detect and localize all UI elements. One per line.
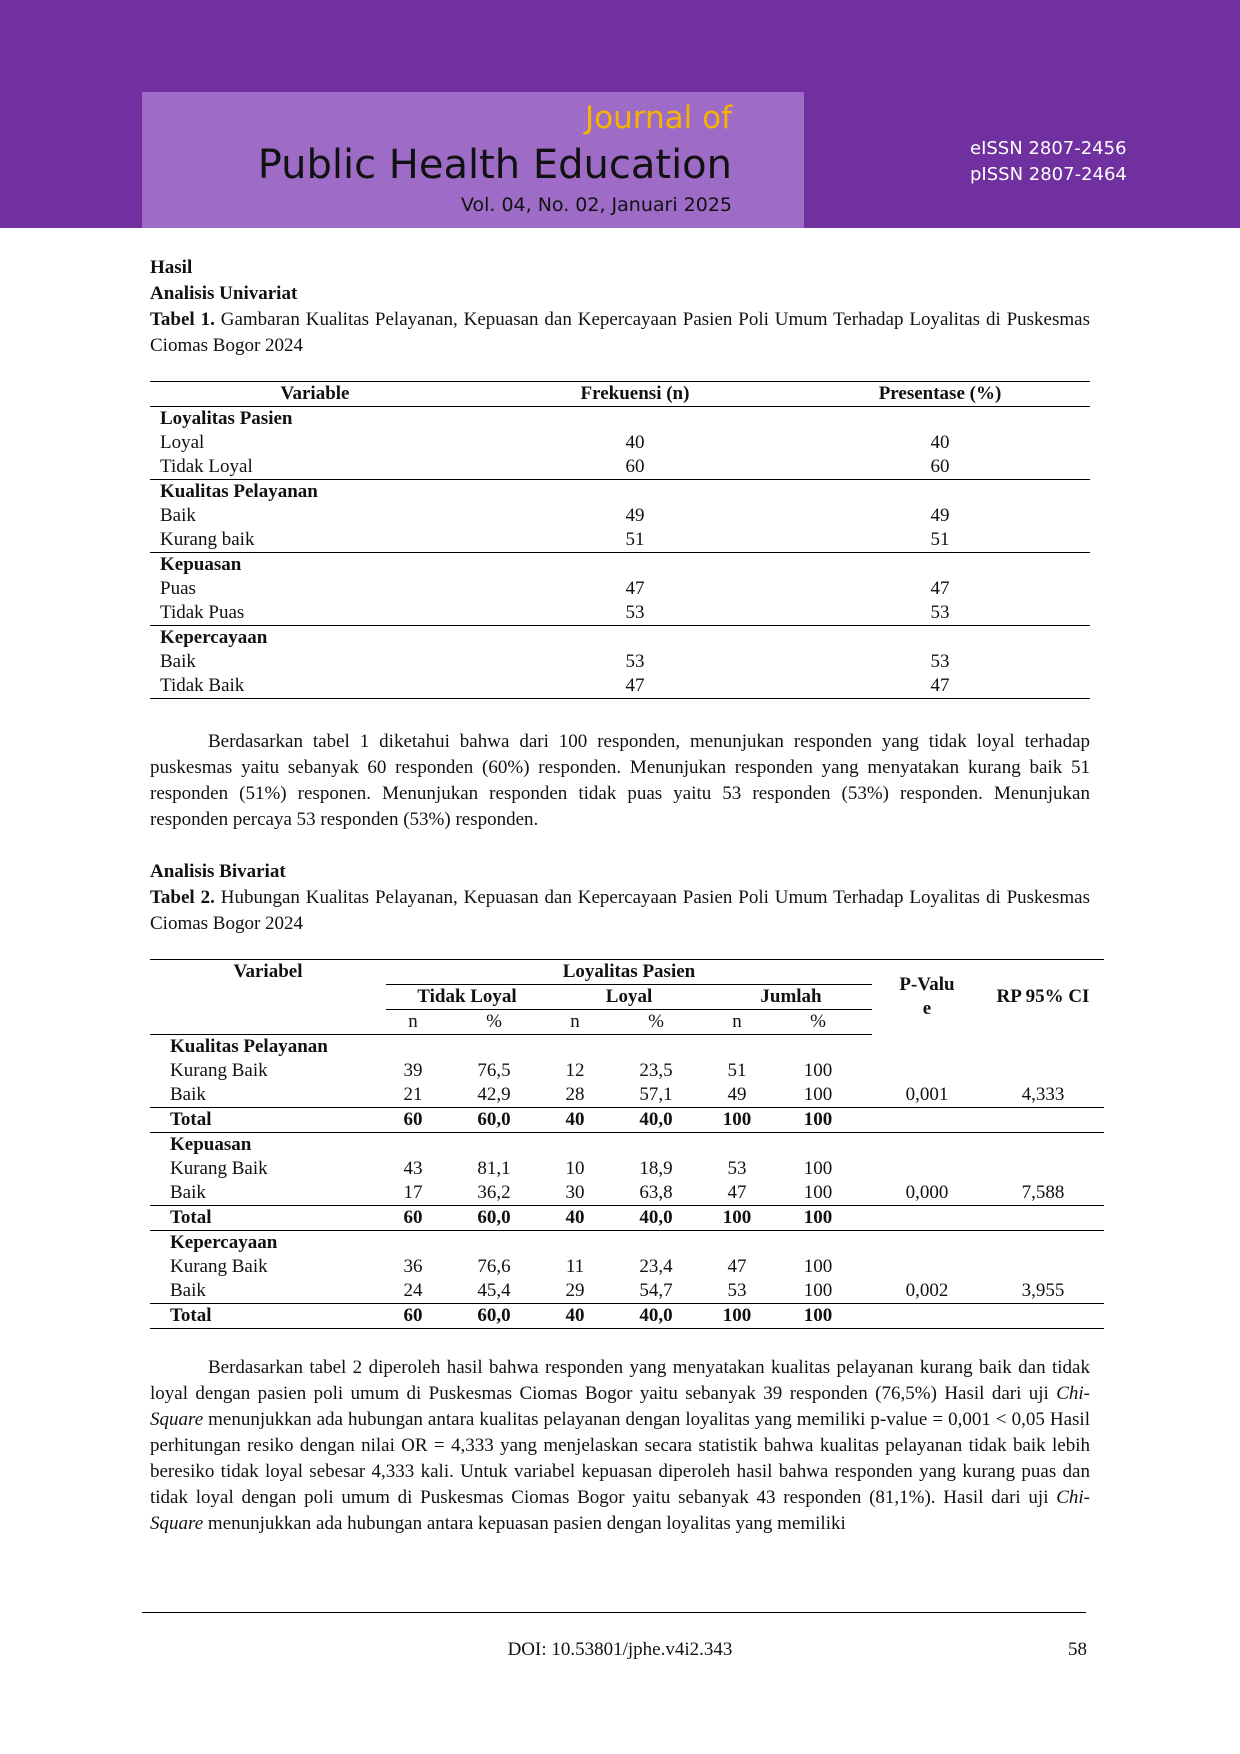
table2-empty-cell (602, 1133, 710, 1158)
article-body (150, 255, 1090, 1537)
table2-group-row (150, 1133, 1104, 1158)
table1-cell-value: 49 (625, 505, 645, 526)
table2-head-pvalue-text: P-Value (899, 974, 955, 1020)
subheading-bivariat: Analisis Bivariat (150, 861, 286, 882)
table2-empty-cell (982, 1157, 1104, 1181)
table2-caption-text: Hubungan Kualitas Pelayanan, Kepuasan dan Kepercayaan Pasien Poli Umum Terhadap Loyalitas di Puskesmas Ciomas Bogor 2024 (150, 887, 1090, 934)
table2-cell-value: 43 (403, 1158, 423, 1179)
table1-cell-label: Tidak Loyal (160, 456, 253, 477)
table2-cell-value: 11 (565, 1256, 585, 1277)
table1-cell-label: Baik (160, 651, 196, 672)
table2-cell-value: 81,1 (477, 1158, 511, 1179)
table1-group-row (150, 553, 1090, 578)
table2-empty-cell (386, 1133, 440, 1158)
table2-cell-value: 17 (403, 1182, 423, 1203)
table2-head-pct: % (602, 1010, 710, 1035)
table2-empty-cell (548, 1133, 602, 1158)
table2-cell-value: 57,1 (639, 1084, 673, 1105)
table2-empty-cell (872, 1059, 982, 1083)
table2-empty-cell (872, 1255, 982, 1279)
table2-head-blank (150, 985, 386, 1010)
table2-cell-value: 100 (803, 1256, 833, 1277)
table2-cell-value: 40 (548, 1206, 602, 1231)
table2-empty-cell (982, 1206, 1104, 1231)
journal-of-label: Journal of (585, 100, 732, 136)
table1-cell-value: 60 (625, 456, 645, 477)
table2-empty-cell (710, 1133, 764, 1158)
table2-head-rp: RP 95% CI (982, 960, 1104, 1035)
table1-cell-value: 47 (625, 578, 645, 599)
table2-head-blank-2 (150, 1010, 386, 1035)
table2-empty-cell (872, 1035, 982, 1060)
table2-empty-cell (872, 1231, 982, 1256)
table1-group-label: Loyalitas Pasien (160, 408, 293, 429)
table2-cell-value: 45,4 (477, 1280, 511, 1301)
table1-cell-label: Loyal (160, 432, 205, 453)
table2-empty-cell (548, 1035, 602, 1060)
table2-cell-value: 100 (710, 1304, 764, 1329)
table2-empty-cell (982, 1108, 1104, 1133)
table1-group-row (150, 626, 1090, 651)
table1-group-row (150, 480, 1090, 505)
table1-cell-label: Puas (160, 578, 196, 599)
table2-cell-value: 40,0 (602, 1304, 710, 1329)
pissn: pISSN 2807-2464 (970, 164, 1127, 185)
table1-cell-value: 51 (930, 529, 950, 550)
table2-head-n: n (710, 1010, 764, 1035)
table2-empty-cell (872, 1133, 982, 1158)
journal-header-banner (0, 0, 1240, 228)
table2-caption (150, 885, 1090, 937)
table1-row (150, 504, 1090, 528)
table2-empty-cell (982, 1035, 1104, 1060)
table2-row (150, 1157, 1104, 1181)
table2-cell-value: 40,0 (602, 1108, 710, 1133)
table2-cell-label: Total (150, 1108, 386, 1133)
table2-cell-value: 40 (548, 1108, 602, 1133)
table1-cell-value: 47 (790, 674, 1090, 699)
table2-cell-value: 100 (803, 1060, 833, 1081)
table2-cell-value: 23,5 (639, 1060, 673, 1081)
table2-pvalue: 0,000 (905, 1182, 949, 1203)
table2-cell-label: Kurang Baik (170, 1158, 268, 1179)
table2-total-row (150, 1108, 1104, 1133)
table2-cell-value: 49 (727, 1084, 747, 1105)
footer-rule (142, 1612, 1086, 1613)
table1-label: Tabel 1. (150, 309, 215, 330)
table2-cell-value: 21 (403, 1084, 423, 1105)
table2-head-n: n (386, 1010, 440, 1035)
table2-label: Tabel 2. (150, 887, 215, 908)
table1-col-variable: Variable (150, 382, 480, 407)
table2-empty-cell (872, 1157, 982, 1181)
journal-name: Public Health Education (257, 142, 732, 188)
journal-volume: Vol. 04, No. 02, Januari 2025 (460, 194, 732, 216)
table2-head-pct: % (764, 1010, 872, 1035)
table2-empty-cell (982, 1133, 1104, 1158)
table2-cell-value: 53 (727, 1158, 747, 1179)
table2-rp-ci: 4,333 (1021, 1084, 1065, 1105)
table1-cell-label: Tidak Puas (160, 602, 245, 623)
table2-group-row (150, 1035, 1104, 1060)
table2-group-row (150, 1231, 1104, 1256)
table2-group-label: Kualitas Pelayanan (170, 1036, 328, 1057)
table2-empty-cell (982, 1304, 1104, 1329)
doi-text: DOI: 10.53801/jphe.v4i2.343 (507, 1639, 733, 1660)
table2-head-n: n (548, 1010, 602, 1035)
table1-cell-label: Kurang baik (160, 529, 255, 550)
table2-empty-cell (602, 1035, 710, 1060)
table1-row (150, 601, 1090, 626)
table2-cell-label: Baik (170, 1182, 206, 1203)
table2-cell-value: 28 (565, 1084, 585, 1105)
table2-cell-value: 47 (727, 1256, 747, 1277)
table2-cell-value: 63,8 (639, 1182, 673, 1203)
table2-head-tidak-loyal: Tidak Loyal (386, 985, 548, 1010)
table2-cell-value: 100 (710, 1108, 764, 1133)
table1-row (150, 455, 1090, 480)
table2-pvalue: 0,002 (905, 1280, 949, 1301)
table2-cell-value: 76,5 (477, 1060, 511, 1081)
table2-rp-ci: 7,588 (1021, 1182, 1065, 1203)
table2-cell-value: 36 (403, 1256, 423, 1277)
table2-empty-cell (764, 1133, 872, 1158)
table2-empty-cell (872, 1108, 982, 1133)
table1-cell-value: 51 (625, 529, 645, 550)
para2-italic-2: Chi-Square (150, 1487, 1090, 1534)
table2-row (150, 1059, 1104, 1083)
table2-group-label: Kepuasan (170, 1134, 252, 1155)
table2-cell-label: Baik (170, 1084, 206, 1105)
table2-empty-cell (982, 1255, 1104, 1279)
table2-cell-value: 60,0 (440, 1304, 548, 1329)
table1-col-presentase: Presentase (%) (790, 382, 1090, 407)
para2-text-2: menunjukkan ada hubungan antara kualitas pelayanan dengan loyalitas yang memiliki p-value = 0,001 < 0,05 Hasil perhitungan resiko dengan nilai OR = 4,333 yang menjelaskan secara statistik bahwa kualitas pelayanan tidak baik lebih beresiko tidak loyal sebesar 4,333 kali. Untuk variabel kepuasan diperoleh hasil bahwa responden yang kurang puas dan tidak loyal dengan poli umum di Puskesmas Ciomas Bogor yaitu sebanyak 43 responden (81,1%). Hasil dari uji (150, 1409, 1090, 1508)
table2-empty-cell (386, 1035, 440, 1060)
para2-text-3: menunjukkan ada hubungan antara kepuasan pasien dengan loyalitas yang memiliki (203, 1513, 846, 1534)
table2-head-pvalue (872, 960, 982, 1035)
table2-cell-label: Total (150, 1304, 386, 1329)
table2-head-jumlah: Jumlah (710, 985, 872, 1010)
table1-row (150, 674, 1090, 699)
table2-cell-label: Baik (170, 1280, 206, 1301)
table1-row (150, 577, 1090, 601)
table2-head-loyal: Loyal (548, 985, 710, 1010)
table1-cell-value: 60 (930, 456, 950, 477)
table2-total-row (150, 1206, 1104, 1231)
table1-cell-value: 53 (625, 651, 645, 672)
table1-cell-value: 47 (480, 674, 790, 699)
table1-cell-value: 47 (930, 578, 950, 599)
para2-text-1: Berdasarkan tabel 2 diperoleh hasil bahwa responden yang menyatakan kualitas pelayanan kurang baik dan tidak loyal dengan pasien poli umum di Puskesmas Ciomas Bogor yaitu sebanyak 39 responden (76,5%) Hasil dari uji (150, 1357, 1090, 1404)
table2-cell-value: 100 (803, 1280, 833, 1301)
table1-row (150, 650, 1090, 674)
table2-cell-value: 60,0 (440, 1108, 548, 1133)
table2-cell-value: 18,9 (639, 1158, 673, 1179)
table2-cell-value: 53 (727, 1280, 747, 1301)
table1-cell-value: 53 (625, 602, 645, 623)
table2-empty-cell (764, 1035, 872, 1060)
table1-group-row (150, 407, 1090, 432)
table2-empty-cell (440, 1133, 548, 1158)
table2-row (150, 1181, 1104, 1206)
table2-empty-cell (440, 1231, 548, 1256)
table2-cell-value: 51 (727, 1060, 747, 1081)
issn-block (970, 136, 1127, 188)
table2-cell-value: 40,0 (602, 1206, 710, 1231)
table2-row (150, 1279, 1104, 1304)
table1-cell-value: 53 (930, 602, 950, 623)
table1-cell-value: 53 (930, 651, 950, 672)
table2-cell-value: 60 (386, 1304, 440, 1329)
table2-pvalue: 0,001 (905, 1084, 949, 1105)
table2-header-row-1 (150, 960, 1104, 985)
table2-cell-value: 29 (565, 1280, 585, 1301)
table2-empty-cell (872, 1206, 982, 1231)
table2-row (150, 1255, 1104, 1279)
page-number: 58 (1068, 1639, 1087, 1660)
table2-total-row (150, 1304, 1104, 1329)
eissn: eISSN 2807-2456 (970, 138, 1127, 159)
table2-head-variabel: Variabel (150, 960, 386, 985)
table2-cell-value: 47 (727, 1182, 747, 1203)
table2-empty-cell (548, 1231, 602, 1256)
table2-group-label: Kepercayaan (170, 1232, 278, 1253)
table2-cell-value: 42,9 (477, 1084, 511, 1105)
section-heading-hasil: Hasil (150, 257, 193, 278)
table2-head-pct: % (440, 1010, 548, 1035)
table2-empty-cell (982, 1231, 1104, 1256)
table2-cell-value: 100 (803, 1084, 833, 1105)
table2-cell-value: 54,7 (639, 1280, 673, 1301)
table1-group-label: Kepercayaan (150, 626, 1090, 651)
table1-caption (150, 307, 1090, 359)
table2-cell-value: 40 (548, 1304, 602, 1329)
table1-col-frekuensi: Frekuensi (n) (480, 382, 790, 407)
table2-empty-cell (872, 1304, 982, 1329)
table1-group-label: Kepuasan (150, 553, 1090, 578)
table1-caption-text: Gambaran Kualitas Pelayanan, Kepuasan dan Kepercayaan Pasien Poli Umum Terhadap Loyalitas di Puskesmas Ciomas Bogor 2024 (150, 309, 1090, 356)
table2-empty-cell (982, 1059, 1104, 1083)
table2-row (150, 1083, 1104, 1108)
table2-cell-value: 10 (565, 1158, 585, 1179)
table2-cell-value: 60,0 (440, 1206, 548, 1231)
subheading-univariat: Analisis Univariat (150, 283, 298, 304)
table2-cell-value: 60 (386, 1206, 440, 1231)
table1-cell-value: 40 (930, 432, 950, 453)
table2-cell-value: 60 (386, 1108, 440, 1133)
table1-row (150, 431, 1090, 455)
table2-empty-cell (710, 1231, 764, 1256)
table2-cell-value: 30 (565, 1182, 585, 1203)
paragraph-bivariat (150, 1355, 1090, 1537)
table2-cell-value: 100 (803, 1182, 833, 1203)
table1-header-row (150, 382, 1090, 407)
table2-cell-value: 100 (764, 1108, 872, 1133)
para2-italic-1: Chi-Square (150, 1383, 1090, 1430)
table-2-bivariat (150, 959, 1104, 1329)
table1-group-label: Kualitas Pelayanan (150, 480, 1090, 505)
table2-cell-value: 100 (764, 1304, 872, 1329)
table2-empty-cell (602, 1231, 710, 1256)
table2-cell-value: 100 (764, 1206, 872, 1231)
table2-empty-cell (710, 1035, 764, 1060)
table1-cell-label: Tidak Baik (150, 674, 480, 699)
table2-cell-value: 36,2 (477, 1182, 511, 1203)
table2-empty-cell (386, 1231, 440, 1256)
table2-head-loyalitas: Loyalitas Pasien (386, 960, 872, 985)
table1-cell-value: 49 (930, 505, 950, 526)
table2-empty-cell (764, 1231, 872, 1256)
table2-cell-value: 39 (403, 1060, 423, 1081)
journal-title-box (142, 92, 804, 228)
table2-cell-value: 76,6 (477, 1256, 511, 1277)
table2-cell-value: 23,4 (639, 1256, 673, 1277)
table1-cell-label: Baik (160, 505, 196, 526)
table-1-univariat (150, 381, 1090, 699)
table1-cell-value: 40 (625, 432, 645, 453)
table1-row (150, 528, 1090, 553)
table2-cell-value: 24 (403, 1280, 423, 1301)
table2-cell-value: 100 (710, 1206, 764, 1231)
table2-rp-ci: 3,955 (1021, 1280, 1065, 1301)
table2-cell-label: Kurang Baik (170, 1256, 268, 1277)
table2-cell-label: Total (150, 1206, 386, 1231)
paragraph-univariat: Berdasarkan tabel 1 diketahui bahwa dari 100 responden, menunjukan responden yang tidak loyal terhadap puskesmas yaitu sebanyak 60 responden (60%) responden. Menunjukan responden yang menyatakan kurang baik 51 responden (51%) responen. Menunjukan responden tidak puas yaitu 53 responden (53%) responden. Menunjukan responden percaya 53 responden (53%) responden. (150, 731, 1090, 830)
table2-cell-value: 12 (565, 1060, 585, 1081)
table2-cell-label: Kurang Baik (170, 1060, 268, 1081)
table2-cell-value: 100 (803, 1158, 833, 1179)
table2-empty-cell (440, 1035, 548, 1060)
